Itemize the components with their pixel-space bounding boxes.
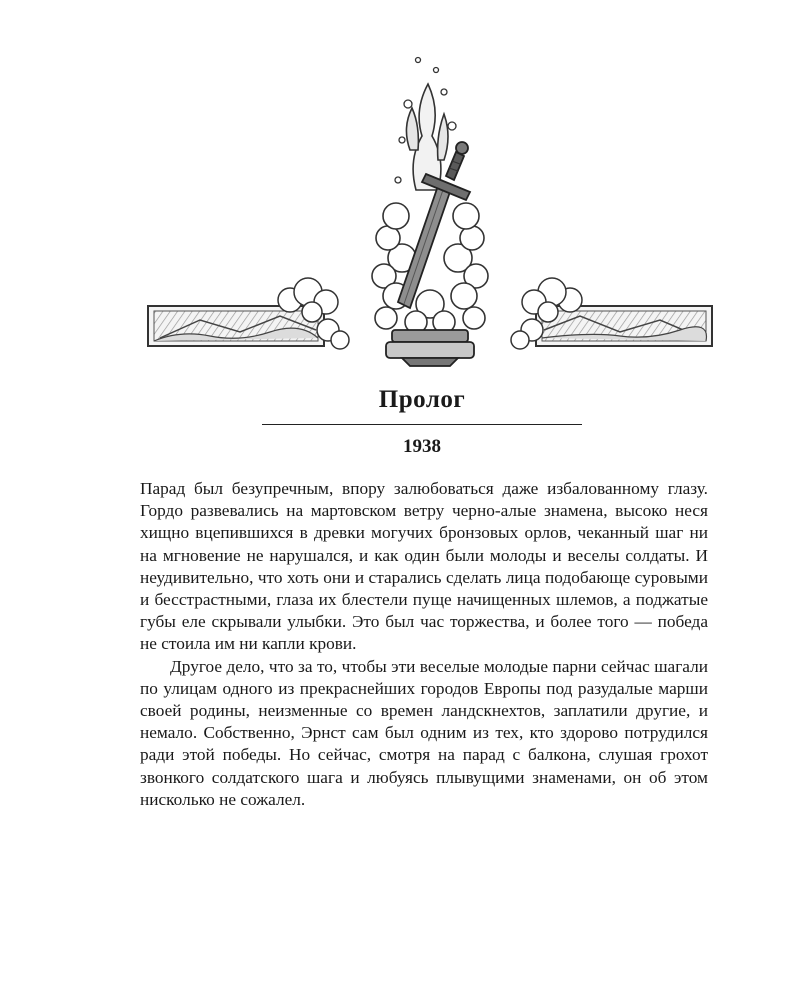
chapter-year: 1938: [403, 436, 441, 457]
right-banner-ornament: [511, 278, 712, 349]
sword-pedestal: [386, 330, 474, 366]
chapter-illustration: [140, 40, 720, 370]
body-text: [140, 478, 708, 811]
title-divider: [262, 424, 582, 425]
chapter-title: Пролог: [378, 386, 466, 413]
paragraph: Парад был безупречным, впору залюбоваться даже избалованному глазу. Гордо развевались на мартовском ветру черно-алые знамена, высоко неся хищно вцепившихся в древки могучих бронзовых орлов, чеканный шаг ни на мгновение не нарушался, и как один были молоды и веселы солдаты. И неудивительно, что хоть они и старались сделать лица подобающе суровыми и бесстрастными, глаза их блестели пуще начищенных шлемов, а поджатые губы еле скрывали улыбки. Это был час торжества, и более того — победа не стоила им ни капли крови.: [140, 479, 708, 654]
left-banner-ornament: [148, 278, 349, 349]
paragraph: Другое дело, что за то, чтобы эти веселые молодые парни сейчас шагали по улицам одного из прекраснейших городов Европы под разудалые марши своей родины, неизменные со времен ландскнехтов, заплатили другие, и немало. Собственно, Эрнст сам был одним из тех, кто здорово потрудился ради этой победы. Но сейчас, смотря на парад с балкона, слушая грохот звонкого солдатского шага и любуясь плывущими знаменами, он об этом нисколько не сожалел.: [140, 656, 708, 809]
